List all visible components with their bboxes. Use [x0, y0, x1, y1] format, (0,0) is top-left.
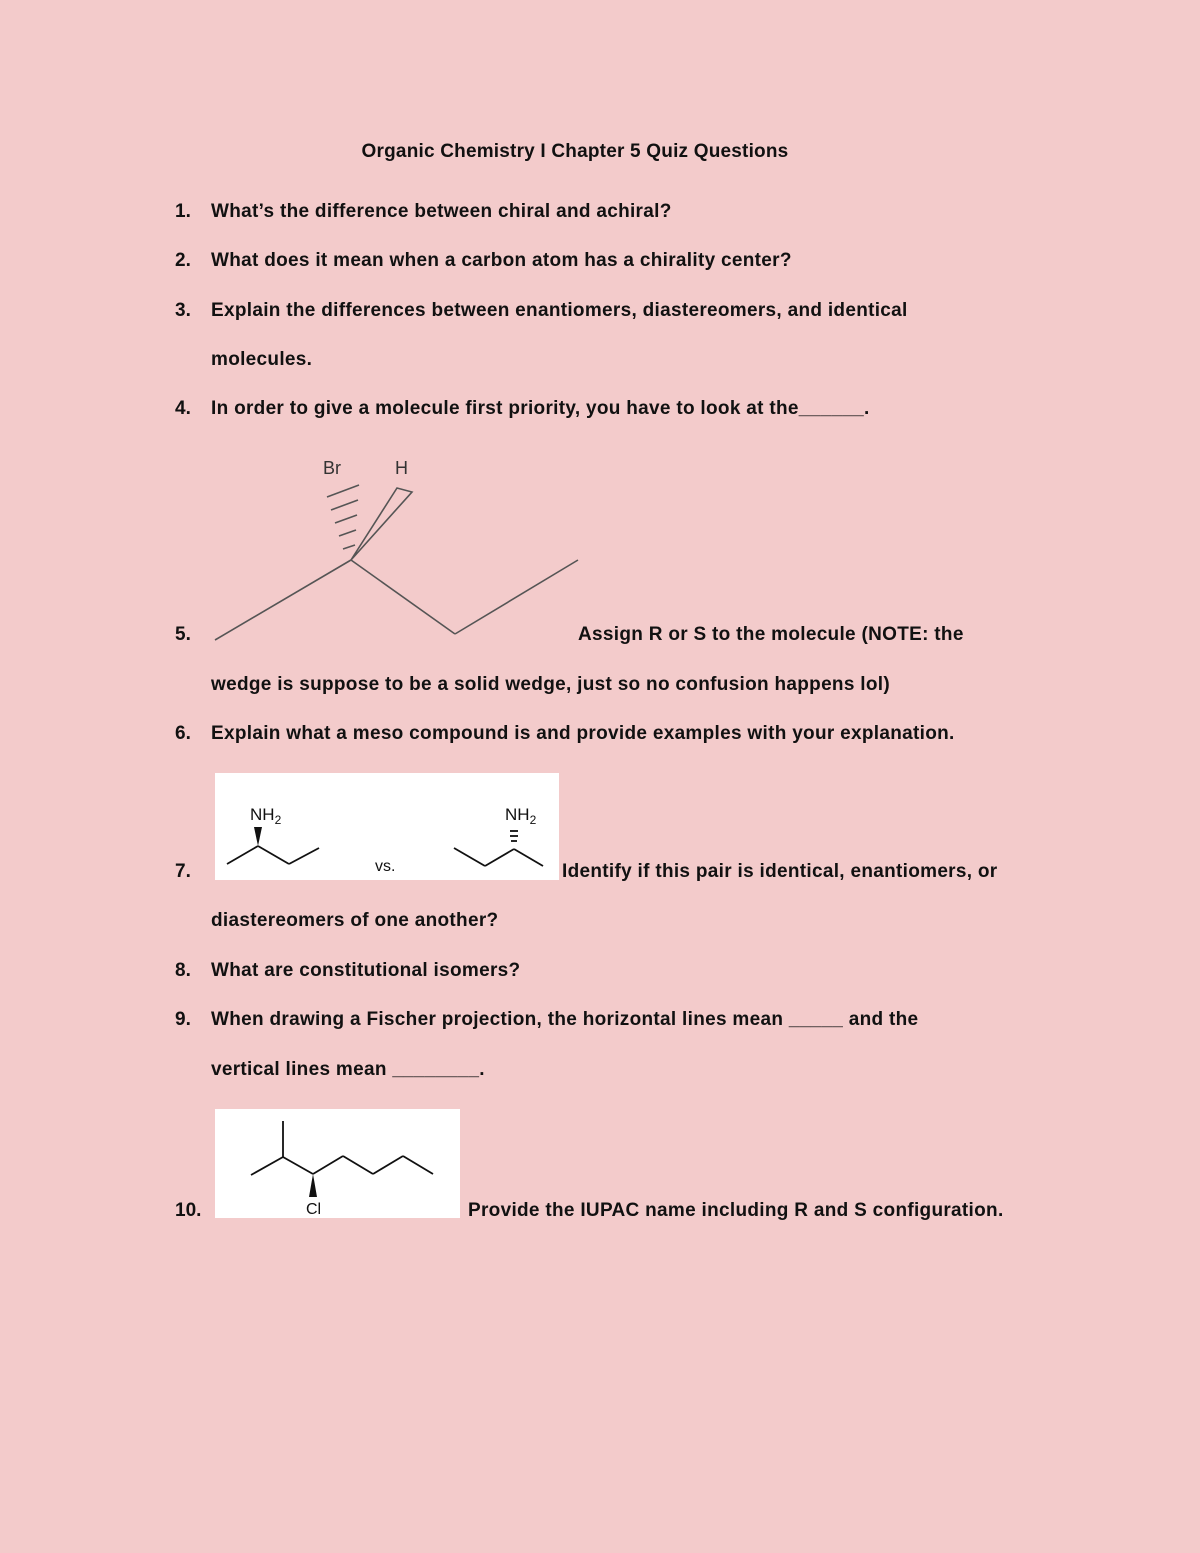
bond-line: [215, 560, 351, 640]
question-text: Provide the IUPAC name including R and S configuration.: [468, 1200, 1004, 1221]
bond-line: [227, 846, 258, 864]
bond-line: [514, 849, 543, 866]
dash-bond: [339, 530, 356, 536]
bond-line: [258, 846, 289, 864]
question-text: What does it mean when a carbon atom has a chirality center?: [211, 250, 792, 271]
question-text: When drawing a Fischer projection, the horizontal lines mean _____ and the: [211, 1009, 919, 1030]
question-text: What’s the difference between chiral and achiral?: [211, 201, 672, 222]
chlorine-label: Cl: [306, 1201, 322, 1218]
question-text: Explain what a meso compound is and provide examples with your explanation.: [211, 723, 955, 744]
question-text-continued: vertical lines mean ________.: [211, 1059, 485, 1080]
dash-bond: [343, 545, 355, 549]
q10-molecule-figure: [215, 1109, 460, 1218]
page-title: Organic Chemistry I Chapter 5 Quiz Questions: [361, 141, 789, 162]
question-text: Explain the differences between enantiomers, diastereomers, and identical: [211, 300, 908, 321]
bond-line: [289, 848, 319, 864]
dash-bond: [331, 500, 358, 510]
vs-label: vs.: [375, 858, 396, 875]
question-text: In order to give a molecule first priority, you have to look at the______.: [211, 398, 870, 419]
question-number: 2.: [175, 250, 191, 271]
question-text-continued: molecules.: [211, 349, 313, 370]
hydrogen-label: H: [395, 458, 408, 478]
bond-line: [455, 560, 578, 634]
bond-line: [403, 1156, 433, 1174]
wedge-bond: [309, 1174, 317, 1197]
question-number: 3.: [175, 300, 191, 321]
bond-line: [485, 849, 514, 866]
question-number: 6.: [175, 723, 191, 744]
bond-line: [283, 1157, 313, 1174]
bromine-label: Br: [323, 458, 341, 478]
question-text: Assign R or S to the molecule (NOTE: the: [578, 624, 964, 645]
question-number: 9.: [175, 1009, 191, 1030]
bond-line: [251, 1157, 283, 1175]
nh2-label: $NH_2$: [250, 805, 282, 827]
dash-bond: [327, 485, 359, 497]
question-number: 8.: [175, 960, 191, 981]
question-number: 4.: [175, 398, 191, 419]
dash-bond: [335, 515, 357, 523]
question-number: 7.: [175, 861, 191, 882]
bond-line: [373, 1156, 403, 1174]
question-text-continued: diastereomers of one another?: [211, 910, 499, 931]
question-number: 5.: [175, 624, 191, 645]
wedge-bond: [351, 488, 412, 560]
q7-molecule-pair-figure: [215, 773, 559, 880]
bond-line: [313, 1156, 343, 1174]
question-number: 10.: [175, 1200, 202, 1221]
question-text: Identify if this pair is identical, enantiomers, or: [562, 861, 998, 882]
bond-line: [343, 1156, 373, 1174]
question-text-continued: wedge is suppose to be a solid wedge, just so no confusion happens lol): [211, 674, 890, 695]
question-number: 1.: [175, 201, 191, 222]
q5-molecule-figure: [205, 450, 585, 650]
question-text: What are constitutional isomers?: [211, 960, 521, 981]
bond-line: [454, 848, 485, 866]
bond-line: [351, 560, 455, 634]
nh2-label: $NH_2$: [505, 805, 537, 827]
wedge-bond: [254, 827, 262, 846]
